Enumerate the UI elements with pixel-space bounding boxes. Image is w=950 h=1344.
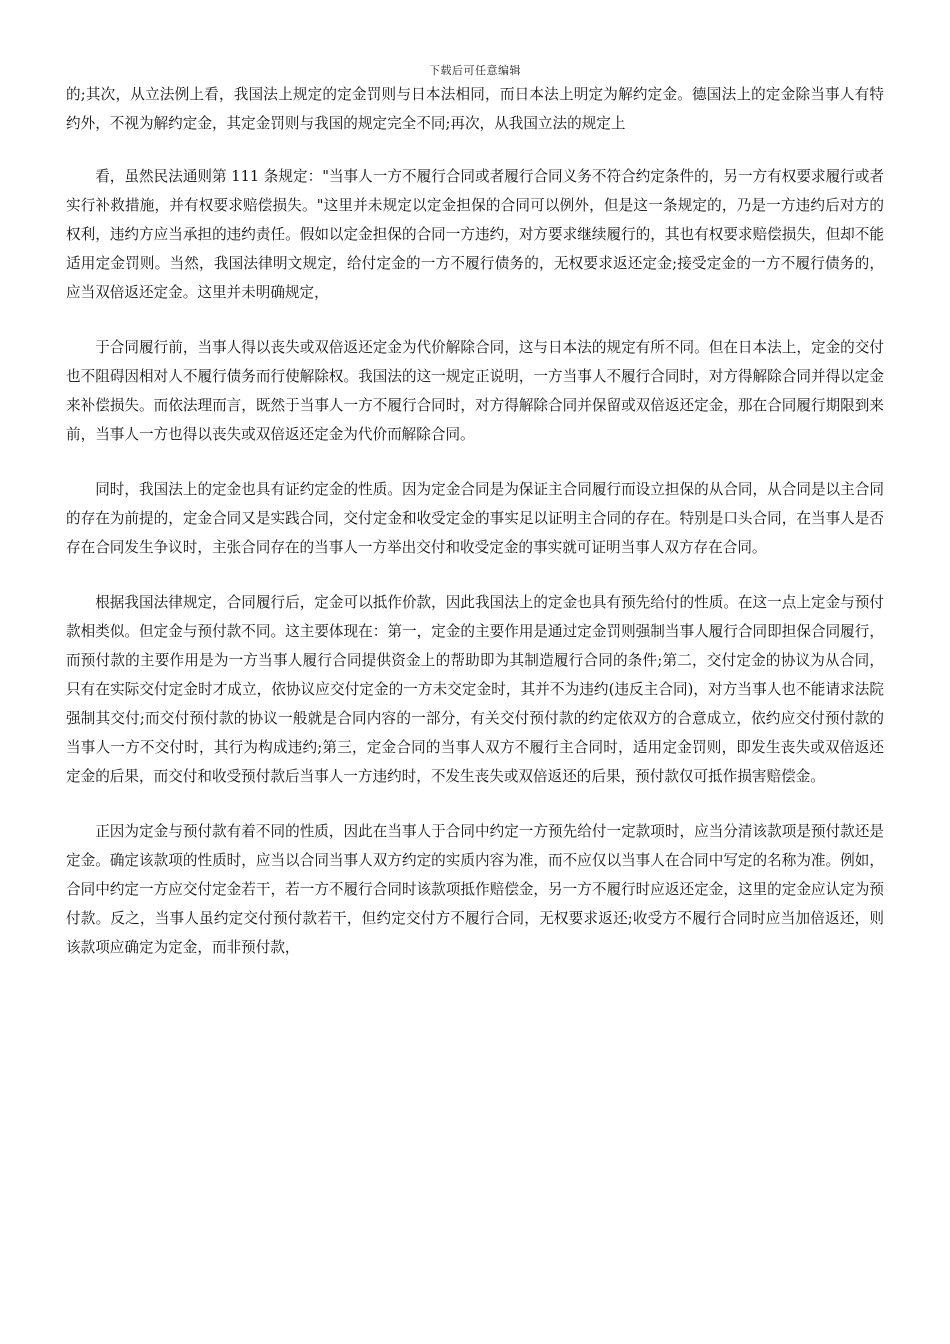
paragraph-2: 看，虽然民法通则第 111 条规定："当事人一方不履行合同或者履行合同义务不符合约定条件的，另一方有权要求履行或者实行补救措施，并有权要求赔偿损失。"这里并未规定以定金担保的合同可以例外，但是这一条规定的，乃是一方违约后对方的权利，违约方应当承担的违约责任。假如以定金担保的合同一方违约，对方要求继续履行的，其也有权要求赔偿损失，但却不能适用定金罚则。当然，我国法律明文规定，给付定金的一方不履行债务的，无权要求返还定金;接受定金的一方不履行债务的，应当双倍返还定金。这里并未明确规定，: [66, 168, 884, 301]
paragraph-4: 同时，我国法上的定金也具有证约定金的性质。因为定金合同是为保证主合同履行而设立担保的从合同，从合同是以主合同的存在为前提的，定金合同又是实践合同，交付定金和收受定金的事实足以证明主合同的存在。特别是口头合同，在当事人是否存在合同发生争议时，主张合同存在的当事人一方举出交付和收受定金的事实就可证明当事人双方存在合同。: [66, 481, 884, 556]
paragraph-6: 正因为定金与预付款有着不同的性质，因此在当事人于合同中约定一方预先给付一定款项时，应当分清该款项是预付款还是定金。确定该款项的性质时，应当以合同当事人双方约定的实质内容为准，而不应仅以当事人在合同中写定的名称为准。例如，合同中约定一方应交付定金若干，若一方不履行合同时该款项抵作赔偿金，另一方不履行时应返还定金，这里的定金应认定为预付款。反之，当事人虽约定交付预付款若干，但约定交付方不履行合同，无权要求返还;收受方不履行合同时应当加倍返还，则该款项应确定为定金，而非预付款，: [66, 823, 884, 956]
paragraph-3: 于合同履行前，当事人得以丧失或双倍返还定金为代价解除合同，这与日本法的规定有所不同。但在日本法上，定金的交付也不阻碍因相对人不履行债务而行使解除权。我国法的这一规定正说明，一方当事人不履行合同时，对方得解除合同并得以定金来补偿损失。而依法理而言，既然于当事人一方不履行合同时，对方得解除合同并保留或双倍返还定金，那在合同履行期限到来前，当事人一方也得以丧失或双倍返还定金为代价而解除合同。: [66, 339, 884, 443]
paragraph-5: 根据我国法律规定，合同履行后，定金可以抵作价款，因此我国法上的定金也具有预先给付的性质。在这一点上定金与预付款相类似。但定金与预付款不同。这主要体现在：第一，定金的主要作用是通过定金罚则强制当事人履行合同即担保合同履行，而预付款的主要作用是为一方当事人履行合同提供资金上的帮助即为其制造履行合同的条件;第二，交付定金的协议为从合同，只有在实际交付定金时才成立，依协议应交付定金的一方未交定金时，其并不为违约(违反主合同)，对方当事人也不能请求法院强制其交付;而交付预付款的协议一般就是合同内容的一部分，有关交付预付款的约定依双方的合意成立，依约应交付预付款的当事人一方不交付时，其行为构成违约;第三，定金合同的当事人双方不履行主合同时，适用定金罚则，即发生丧失或双倍返还定金的后果，而交付和收受预付款后当事人一方违约时，不发生丧失或双倍返还的后果，预付款仅可抵作损害赔偿金。: [66, 594, 884, 785]
paragraph-1: 的;其次，从立法例上看，我国法上规定的定金罚则与日本法相同，而日本法上明定为解约定金。德国法上的定金除当事人有特约外，不视为解约定金，其定金罚则与我国的规定完全不同;再次，从我国立法的规定上: [66, 86, 884, 132]
page-header: 下载后可任意编辑: [429, 64, 521, 77]
document-body: [66, 80, 884, 962]
